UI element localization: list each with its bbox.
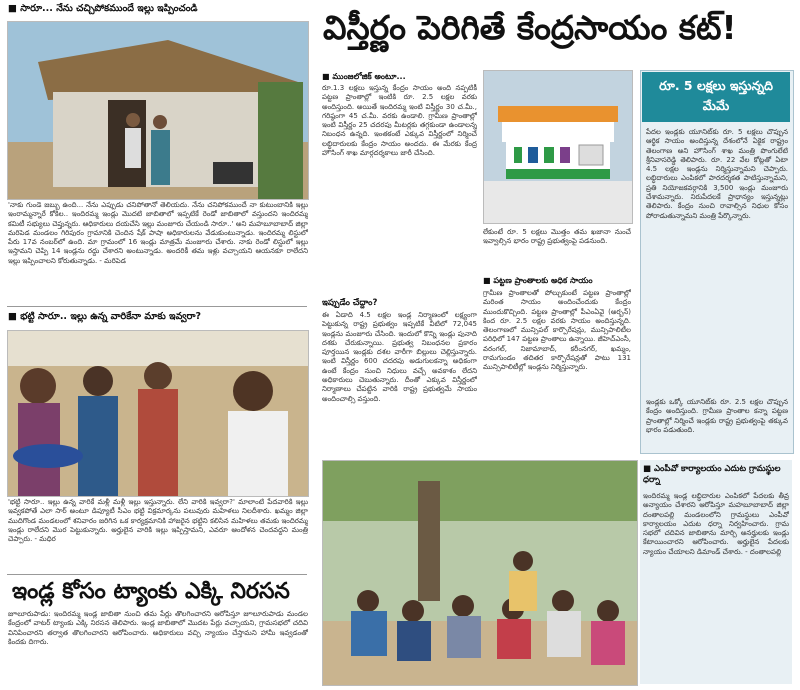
- story1-kicker: ■ సారూ... నేను చచ్చిపోకముందే ఇల్లు ఇప్పించండి: [8, 3, 198, 14]
- divider: [7, 574, 307, 575]
- house-image: [8, 22, 308, 199]
- dharna-kicker: ■ ఎంపీవో కార్యాలయం ఎదుట గ్రామస్థుల ధర్నా: [643, 464, 781, 485]
- tank-headline: ఇండ్ల కోసం ట్యాంకు ఎక్కి నిరసన: [12, 579, 290, 604]
- dharna-body: ఇందిరమ్మ ఇండ్ల లబ్ధిదారుల ఎంపికలో పేదలకు తీవ్ర అన్యాయం చేశారని ఆరోపిస్తూ మహబూబాబాద్ జిల్లా దంతాలపల్లి మండలంలోని గ్రామస్థులు ఎంపీవో కార్యాలయం ఎదుట ధర్నా నిర్వహించారు. గ్రామ సభలో చదివిన జాబితాను మార్చి అనర్హులకు ఇండ్లు కేటాయించారని ఆరోపించారు. అర్హులైన పేదలకు న్యాయం చేయాలని డిమాండ్ చేశారు. - దంతాలపల్లి: [643, 492, 789, 556]
- col2-body: లేకుంటే రూ. 5 లక్షలు మొత్తం తమ ఖజానా నుంచే ఇవ్వాల్సిన భారం రాష్ట్ర ప్రభుత్వంపై పడనుంది.: [483, 228, 631, 246]
- crowd-image: [8, 331, 308, 496]
- col2-body2: గ్రామీణ ప్రాంతాలతో పోల్చుకుంటే పట్టణ ప్రాంతాల్లో మరింత సాయం అందించేందుకు కేంద్రం ముందుకొచ్చింది. పట్టణ ప్రాంతాల్లో పీఎంఏవై (అర్బన్) కింద రూ. 2.5 లక్షల వరకు సాయం అందిస్తున్నది. తెలంగాణలో మున్సిపల్ కార్పొరేషన్లు, మున్సిపాలిటీల పరిధిలో 147 పట్టణ ప్రాంతాలు ఉన్నాయి. జీహెచ్ఎంసీ, వరంగల్, నిజామాబాద్, కరీంనగర్, ఖమ్మం, రామగుండం తదితర కార్పొరేషన్లతో పాటు 131 మున్సిపాలిటీల్లో ఇండ్లను నిర్మిస్తున్నారు.: [483, 289, 631, 372]
- house-photo: [7, 21, 309, 200]
- col1-subhead: ఇప్పుడేం చేద్దాం?: [322, 298, 378, 308]
- col2-kicker: ■ పట్టణ ప్రాంతాలకు అధిక సాయం: [483, 276, 593, 285]
- story2-kicker: ■ భట్టి సారూ.. ఇల్లు ఉన్న వారికేనా మాకు ఇవ్వరా?: [8, 311, 202, 322]
- story1-body: 'నాకు గుండె జబ్బు ఉంది... నేను ఎప్పుడు చనిపోతానో తెలియదు. నేను చనిపోకముందే నా కుటుంబానికి ఇల్లు ఇంరామ్మన్నారే కోకిల.. ఇందిరమ్మ ఇండ్లు మొదటి జాబితాలో ఇప్పటికే రెండో జాబితాలో వస్తుందని ఇందిరమ్మ కమిటీ సభ్యులు చెప్తున్నరు. ఆధికారులు దయచేసి ఇల్లు మంజూరు చేయండి సారూ..' అని మహబూబాబాద్ జిల్లా మరిపెడ మండలం గిరిపురం గ్రామానికి చెందిన షేక్ పాషా అధికారులను వేడుకుంటున్నాడు. ఇందిరమ్మ లిస్టులో పేరు 17వ నంబర్‌లో ఉంది. మా గ్రామంలో 16 ఇండ్లు మాత్రమే మంజూరు చేశారు. నాకు రెండో లిస్టులో ఇల్లు ఇస్తామని చెప్పి 14 ఇండ్లను రద్దు చేశారని అంటున్నాడు. అందరికీ తమ ఇళ్లు వచ్చాయని ఆయనకూ రాలేదని ఇల్లు ఇప్పించాలని కోరుతున్నాడు. - మరిపెడ: [8, 201, 308, 265]
- col1-body: రూ.1.3 లక్షలు ఇస్తున్న కేంద్రం సాయం అంది నప్పటికీ పట్టణ ప్రాంతాల్లో ఇంటికి రూ. 2.5 లక్షల వరకు అందిస్తుంది. అయితే ఇందిరమ్మ ఇంటి విస్తీర్ణం 30 చ.మీ., గరిష్ఠంగా 45 చ.మీ. వరకు ఉండాలి. గ్రామీణ ప్రాంతాల్లో ఇంటి విస్తీర్ణం 25 చదరపు మీటర్లకు తగ్గకుండా ఉండాలన్న నిబంధన ఉన్నది. ఇంతకంటే ఎక్కువ విస్తీర్ణంలో నిర్మించే లబ్ధిదారులకు కేంద్రం సాయం అందదు. ఈ మేరకు కేంద్ర హౌసింగ్ శాఖ మార్గదర్శకాలు జారీ చేసింది.: [322, 84, 477, 158]
- col1-body2: ఈ ఏడాది 4.5 లక్షల ఇండ్ల నిర్మాణంలో లక్ష్యంగా పెట్టుకున్న రాష్ట్ర ప్రభుత్వం ఇప్పటికే వీటిలో 72,045 ఇండ్లను మంజూరు చేసింది. ఇందులో కొన్ని ఇండ్లు పునాది దశకు చేరుకున్నాయి. ప్రభుత్వ నిబంధనల ప్రకారం పూర్తయిన ఇండ్లకు దశల వారీగా బిల్లులు చెల్లిస్తున్నారు. ఇంటి విస్తీర్ణం 600 చదరపు అడుగులకన్నా అధికంగా ఉంటే కేంద్రం నుంచి నిధులు వచ్చే అవకాశం లేదని అధికారులు చెబుతున్నారు. దీంతో ఎక్కువ విస్తీర్ణంలో నిర్మాణాలు చేపట్టిన వారికి రాష్ట్ర ప్రభుత్వమే సాయం అందించాల్సి వస్తుంది.: [322, 311, 477, 403]
- protest-image: [323, 461, 637, 685]
- protest-photo: [322, 460, 638, 686]
- col1-kicker: ■ ముంజలోజిక్ అంటూ...: [322, 72, 406, 81]
- house-model-photo: [483, 70, 633, 224]
- story2-body: 'భట్టి సారూ.. ఇల్లు ఉన్న వారికే మళ్లీ మళ్లీ ఇల్లు ఇస్తున్నారు. లేని వారికి ఇవ్వరా?' మాలాంటి పేదవారికి ఇల్లు ఇవ్వకపోతే ఎలా సార్ అంటూ డిప్యూటీ సీఎం భట్టి విక్రమార్కను పలువురు మహిళలు నిలదీశారు. ఖమ్మం జిల్లా ముదిగొండ మండలంలో శనివారం జరిగిన ఒక కార్యక్రమానికి హాజరైన భట్టిని కలిసిన మహిళలు తమకు ఇందిరమ్మ ఇండ్లు రాలేదని మొర పెట్టుకున్నారు. అర్హులైన వారికి ఇల్లు ఇప్పిస్తామని, ఎవరూ ఆందోళన చెందవద్దని మంత్రి చెప్పారు. - మధిర: [8, 498, 308, 544]
- sidebar-body: పేదల ఇండ్లకు యూనిట్‌కు రూ. 5 లక్షలు చొప్పున ఆర్థిక సాయం అందిస్తున్న దేశంలోనే ఏకైక రాష్ట్రం తెలంగాణ అని హౌసింగ్ శాఖ మంత్రి పొంగులేటి శ్రీనివాసరెడ్డి తెలిపారు. రూ. 22 వేల కోట్లతో ఏటా 4.5 లక్షల ఇండ్లను నిర్మిస్తున్నామని చెప్పారు. లబ్ధిదారులు ఎంపికలో పారదర్శకత పాటిస్తున్నామని, ప్రతి నియోజకవర్గానికి 3,500 ఇండ్లు మంజూరు చేశామన్నారు. నిరుపేదలకే ప్రాధాన్యం ఇస్తున్నట్లు తెలిపారు. కేంద్రం నుంచి రావాల్సిన నిధుల కోసం పోరాడుతున్నామని మంత్రి పేర్కొన్నారు.: [646, 128, 788, 220]
- story3-body: జూలూరుపాడు: ఇందిరమ్మ ఇండ్ల జాబితా నుంచి తమ పేర్లు తొలగించారని ఆరోపిస్తూ జూలూరుపాడు మండల కేంద్రంలో వాటర్ ట్యాంకు ఎక్కి నిరసన తెలిపారు. ఇండ్ల జాబితాలో మొదట పేర్లు వచ్చాయని, గ్రామసభలో చదివి వినిపించారని తర్వాత తొలగించారని ఆరోపించారు. అధికారులు వచ్చి న్యాయం చేస్తామని హామీ ఇవ్వడంతో కిందకు దిగారు.: [8, 610, 308, 646]
- sidebar-headline: రూ. 5 లక్షలు ఇస్తున్నది మేమే: [659, 78, 773, 113]
- crowd-photo: [7, 330, 309, 497]
- main-headline: విస్తీర్ణం పెరిగితే కేంద్రసాయం కట్!: [323, 8, 737, 47]
- divider: [7, 306, 307, 307]
- house-model-image: [484, 71, 632, 223]
- sidebar-footer: ఇండ్లకు ఒక్కో యూనిట్‌కు రూ. 2.5 లక్షల చొప్పున కేంద్రం అందిస్తుంది. గ్రామీణ ప్రాంతాల కన్నా పట్టణ ప్రాంతాల్లో నిర్మించే ఇండ్లకు రాష్ట్ర ప్రభుత్వంపై తక్కువ భారం పడుతుంది.: [646, 398, 788, 434]
